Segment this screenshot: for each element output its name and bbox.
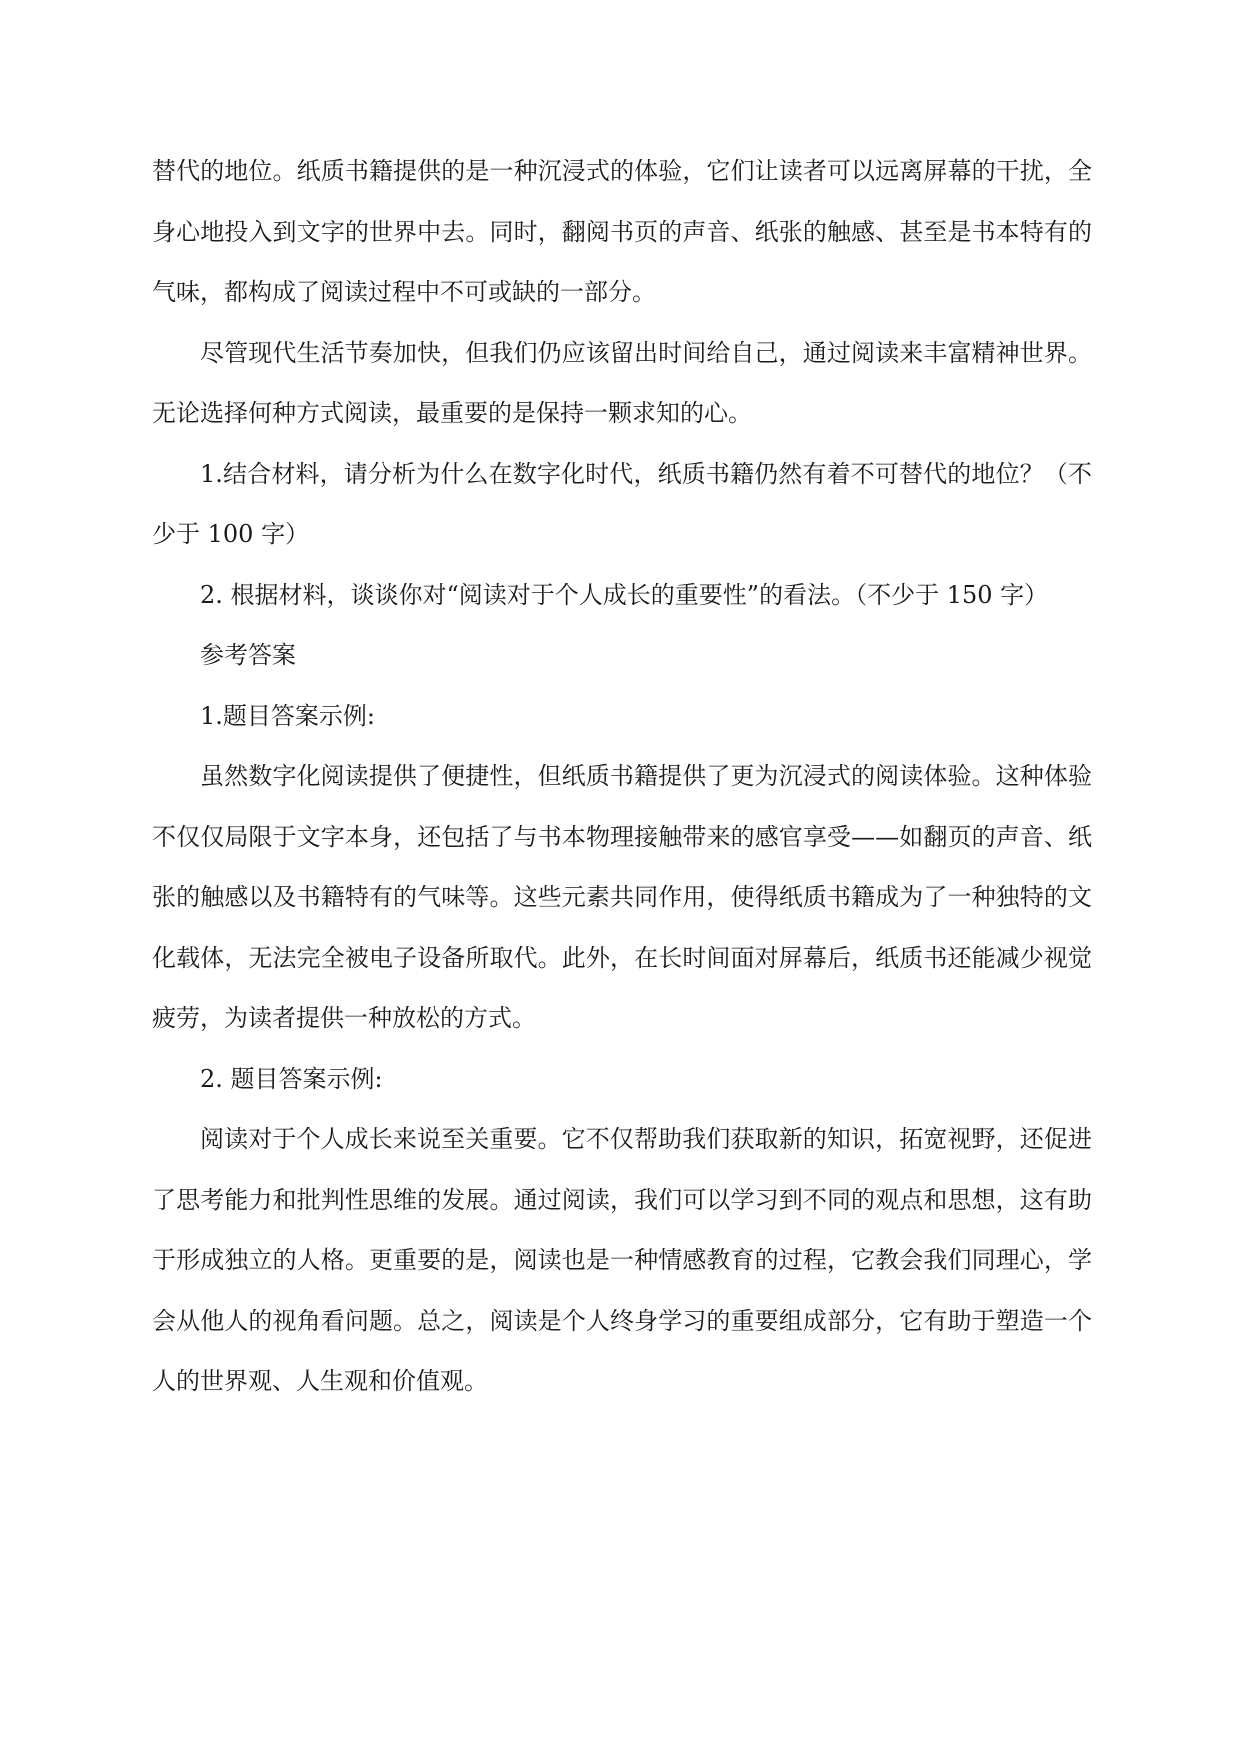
question-2: 2. 根据材料，谈谈你对“阅读对于个人成长的重要性”的看法。（不少于 150 字）: [200, 580, 1049, 609]
answer-2-text: 阅读对于个人成长来说至关重要。它不仅帮助我们获取新的知识，拓宽视野，还促进了思考能力和批判性思维的发展。通过阅读，我们可以学习到不同的观点和思想，这有助于形成独立的人格。更重要的是，阅读也是一种情感教育的过程，它教会我们同理心，学会从他人的视角看问题。总之，阅读是个人终身学习的重要组成部分，它有助于塑造一个人的世界观、人生观和价值观。: [152, 1125, 1092, 1395]
answer-2-label: 2. 题目答案示例:: [200, 1064, 383, 1093]
paragraph-continuation: 替代的地位。纸质书籍提供的是一种沉浸式的体验，它们让读者可以远离屏幕的干扰，全身心地投入到文字的世界中去。同时，翻阅书页的声音、纸张的触感、甚至是书本特有的气味，都构成了阅读过程中不可或缺的一部分。: [152, 157, 1092, 306]
answer-heading: 参考答案: [200, 641, 296, 669]
document-body: [152, 141, 1092, 1412]
answer-1-label: 1.题目答案示例:: [200, 701, 375, 730]
answer-1-text: 虽然数字化阅读提供了便捷性，但纸质书籍提供了更为沉浸式的阅读体验。这种体验不仅仅局限于文字本身，还包括了与书本物理接触带来的感官享受——如翻页的声音、纸张的触感以及书籍特有的气味等。这些元素共同作用，使得纸质书籍成为了一种独特的文化载体，无法完全被电子设备所取代。此外，在长时间面对屏幕后，纸质书还能减少视觉疲劳，为读者提供一种放松的方式。: [152, 762, 1092, 1032]
paragraph-conclusion: 尽管现代生活节奏加快，但我们仍应该留出时间给自己，通过阅读来丰富精神世界。无论选择何种方式阅读，最重要的是保持一颗求知的心。: [152, 338, 1092, 427]
question-1: 1.结合材料，请分析为什么在数字化时代，纸质书籍仍然有着不可替代的地位？（不少于 100 字）: [152, 459, 1092, 548]
